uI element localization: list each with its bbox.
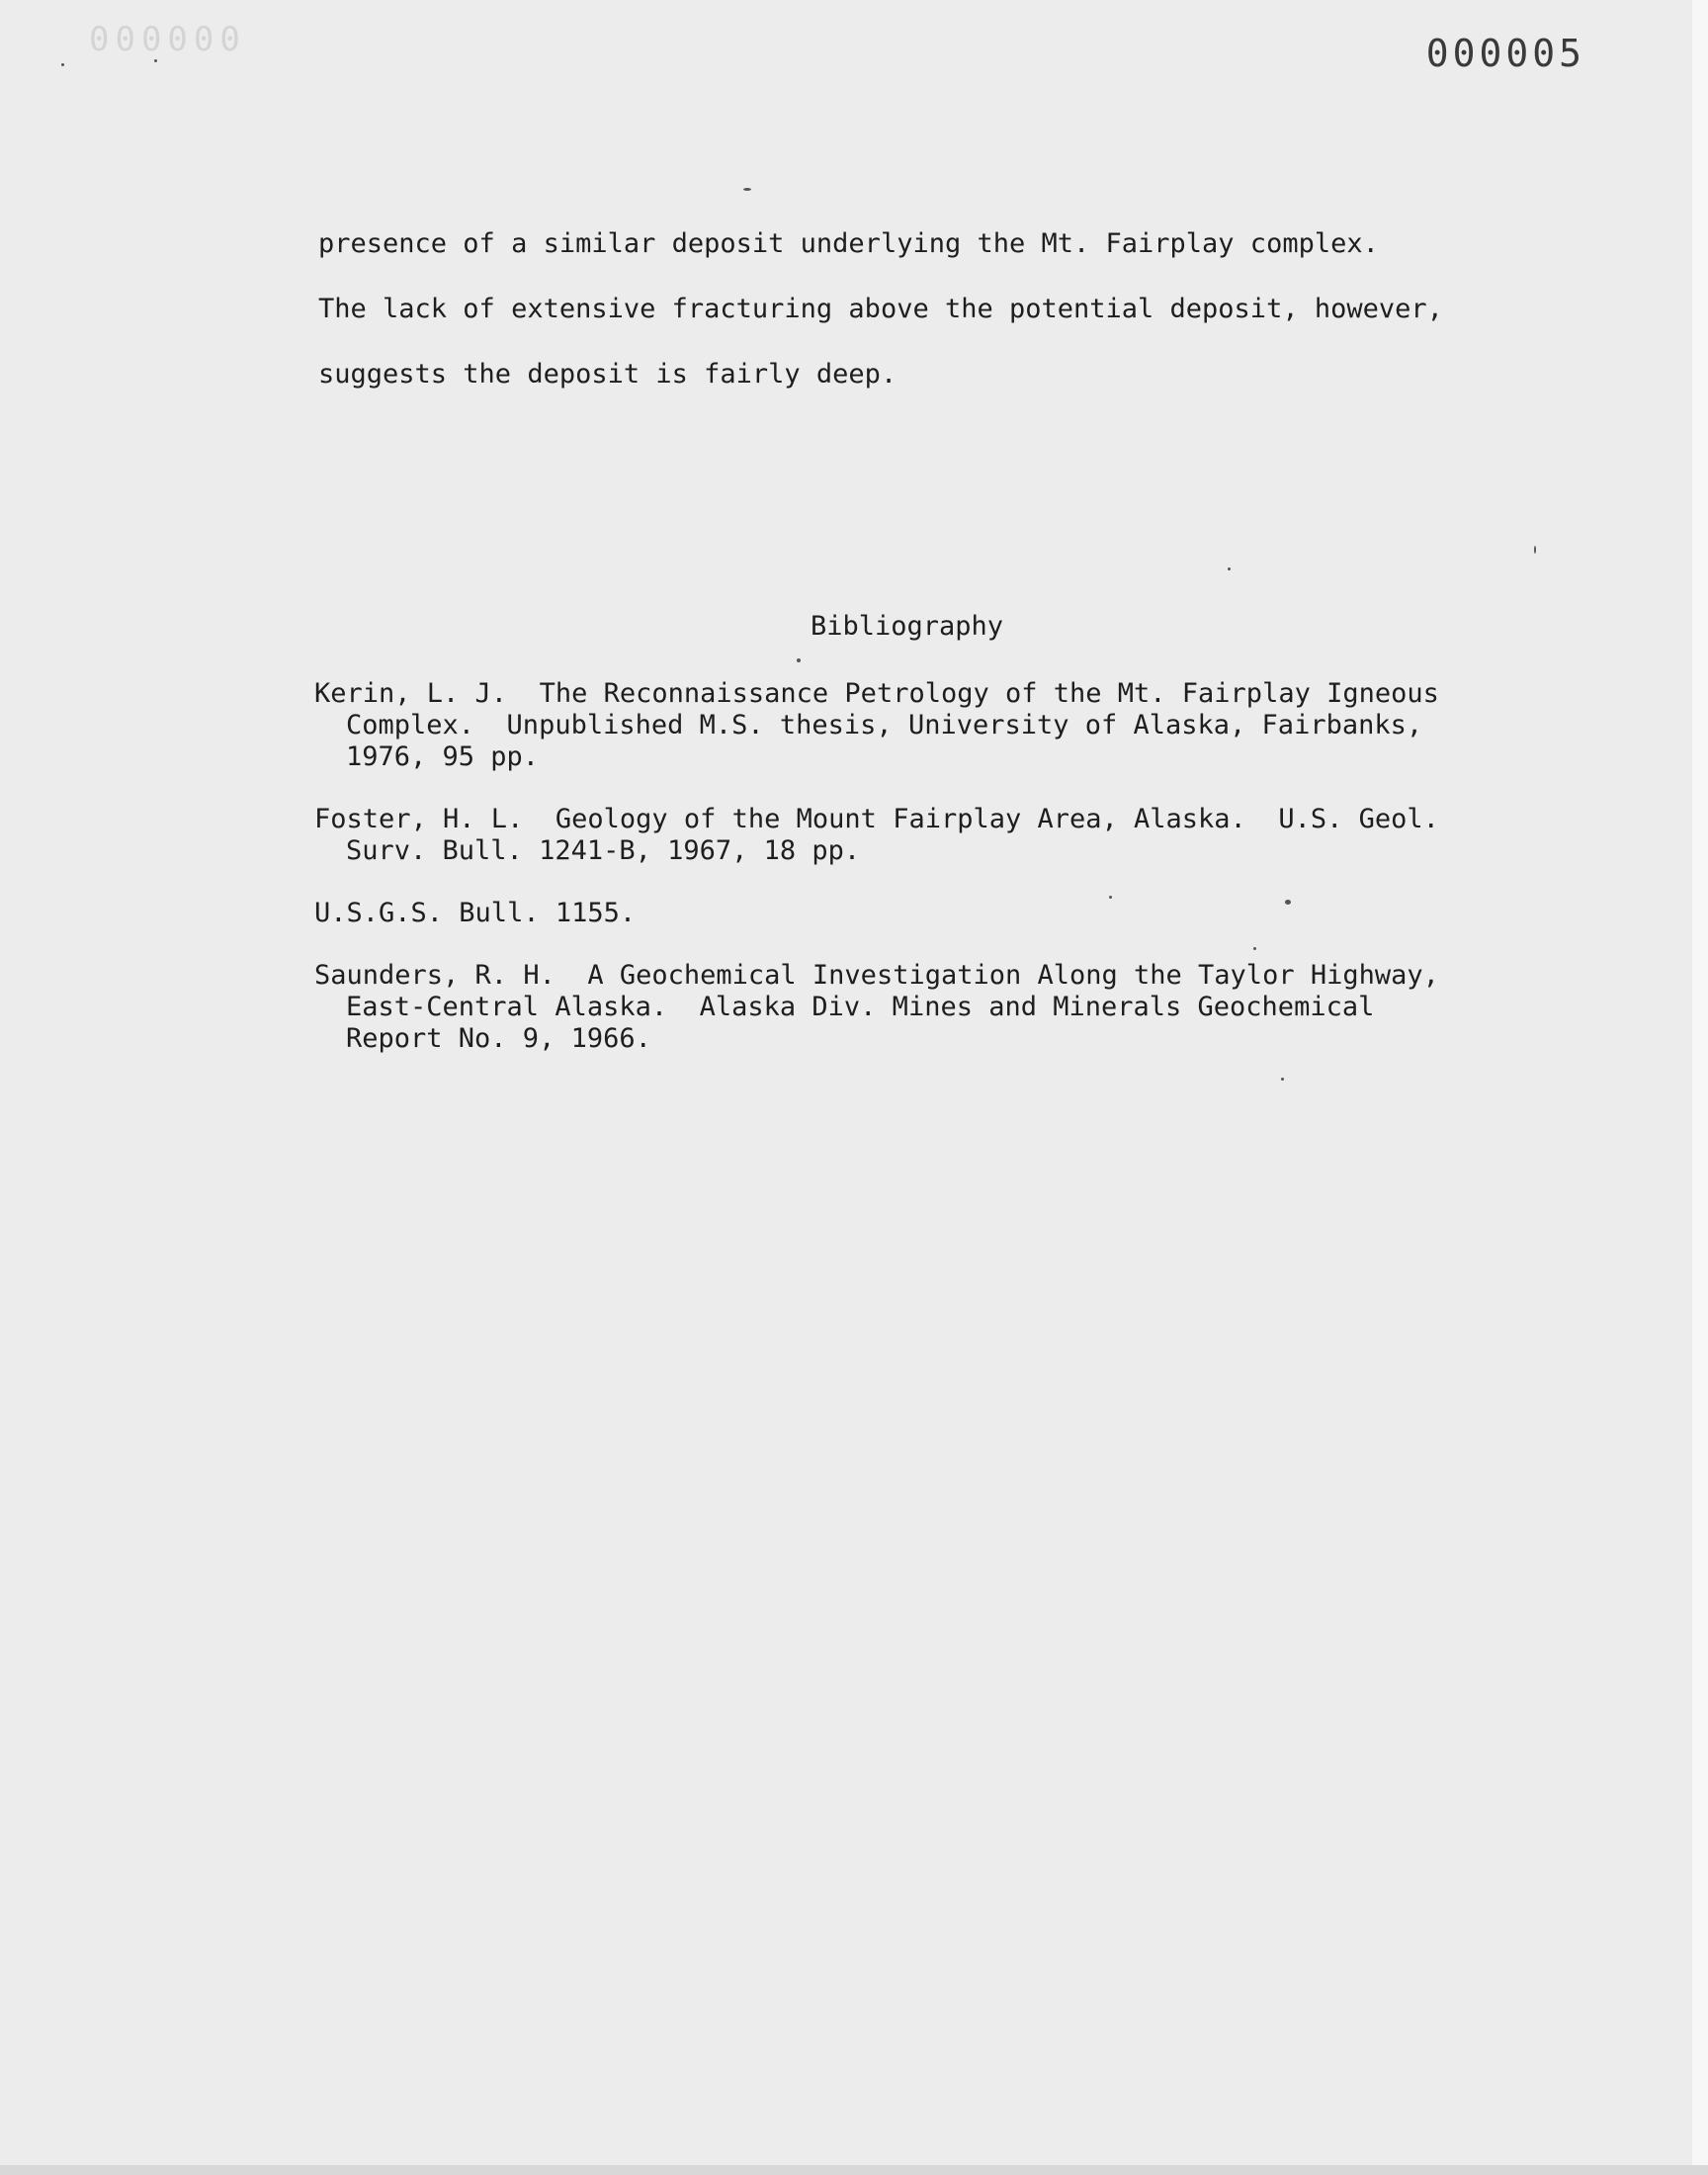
scan-speck (1534, 546, 1536, 554)
bibliography-heading: Bibliography (811, 611, 1004, 642)
faint-bleed-through-number: 000000 (89, 20, 246, 59)
bibliography-entry-line: Saunders, R. H. A Geochemical Investigation Along the Taylor Highway, (314, 960, 1439, 991)
bibliography-entry-line: Surv. Bull. 1241-B, 1967, 18 pp. (346, 835, 861, 866)
page-edge-bottom (0, 2165, 1708, 2175)
page-edge (1692, 0, 1708, 2175)
bibliography-entry (314, 960, 1540, 1055)
body-paragraph (318, 212, 1504, 407)
scan-speck (743, 188, 751, 191)
scan-speck (1228, 567, 1231, 570)
bibliography-list (314, 678, 1540, 1086)
bibliography-entry-line: Kerin, L. J. The Reconnaissance Petrology of the Mt. Fairplay Igneous (314, 678, 1439, 709)
bibliography-entry-line: Report No. 9, 1966. (346, 1023, 651, 1054)
scan-speck (797, 658, 801, 662)
bibliography-entry-line: Complex. Unpublished M.S. thesis, University of Alaska, Fairbanks, (346, 710, 1423, 740)
scan-speck (1285, 900, 1291, 905)
bibliography-entry-line: U.S.G.S. Bull. 1155. (314, 898, 637, 928)
bibliography-entry-line: East-Central Alaska. Alaska Div. Mines and Minerals Geochemical (346, 992, 1375, 1022)
body-line: The lack of extensive fracturing above the potential deposit, however, (318, 294, 1443, 324)
page-number: 000005 (1425, 32, 1585, 75)
scan-speck (61, 63, 64, 66)
body-line: suggests the deposit is fairly deep. (318, 359, 897, 390)
scan-speck (1281, 1078, 1284, 1081)
bibliography-entry (314, 678, 1540, 773)
body-line: presence of a similar deposit underlying the Mt. Fairplay complex. (318, 228, 1379, 259)
scan-speck (1253, 947, 1256, 950)
bibliography-entry (314, 804, 1540, 867)
scan-speck (154, 59, 157, 62)
bibliography-entry-line: Foster, H. L. Geology of the Mount Fairplay Area, Alaska. U.S. Geol. (314, 804, 1439, 834)
bibliography-entry-line: 1976, 95 pp. (346, 741, 540, 772)
bibliography-entry (314, 898, 1540, 929)
scan-speck (1109, 896, 1112, 899)
